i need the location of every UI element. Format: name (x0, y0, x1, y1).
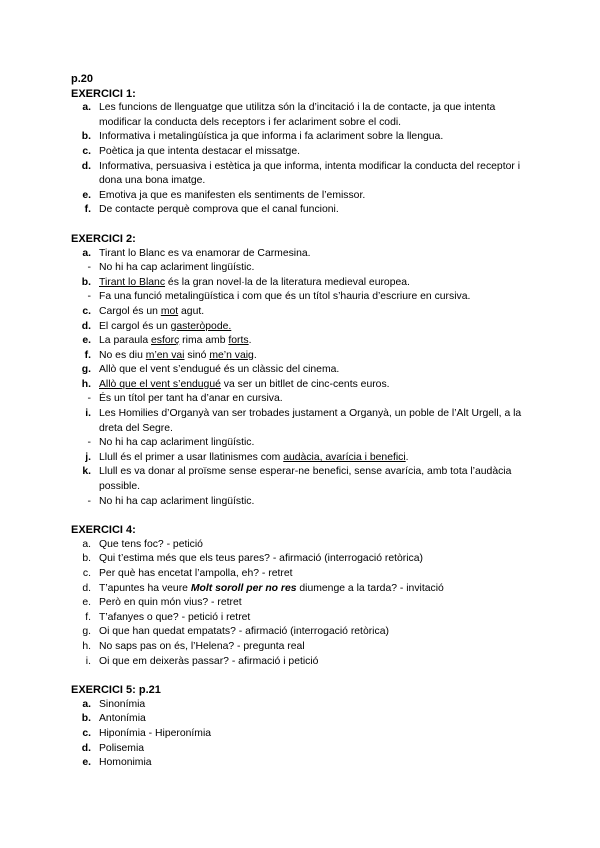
exercise-5-item-b (71, 712, 531, 727)
item-text: Polisemia (99, 742, 145, 754)
page-reference: p.20 (71, 73, 94, 85)
text-segment: . (248, 335, 252, 347)
item-marker: f. (84, 204, 91, 216)
item-text (99, 582, 531, 597)
item-marker: e. (82, 189, 91, 201)
item-text: Les funcions de llenguatge que utilitza són la d’incitació i la de contacte, ja que intenta modificar la conducta dels receptors i fer aclariment sobre el codi. (99, 102, 496, 128)
exercise-4-item-b (71, 552, 531, 567)
item-marker: b. (81, 713, 91, 725)
item-text: Tirant lo Blanc es va enamorar de Carmesina. (99, 247, 311, 259)
item-marker: c. (82, 145, 91, 157)
exercise-2-item-f (71, 349, 531, 364)
note-text: No hi ha cap aclariment lingüístic. (99, 262, 255, 274)
item-text (99, 451, 531, 466)
note-text: És un títol per tant ha d’anar en cursiva. (99, 393, 283, 405)
exercise-2-item-g (71, 363, 531, 378)
item-marker: e. (82, 335, 91, 347)
item-text: Emotiva ja que es manifesten els sentiments de l’emissor. (99, 189, 366, 201)
note-dash: - (87, 262, 91, 274)
exercise-2-note-k (71, 495, 531, 510)
section-spacer (71, 509, 531, 523)
text-segment: és la gran novel·la de la literatura medieval europea. (165, 276, 410, 288)
item-text: Oi que han quedat empatats? - afirmació (interrogació retòrica) (99, 626, 389, 638)
item-marker: c. (82, 305, 91, 317)
item-text: Poètica ja que intenta destacar el missatge. (99, 145, 301, 157)
underlined-term: mot (160, 305, 179, 317)
text-segment: T’apuntes ha veure (99, 582, 191, 594)
note-text: No hi ha cap aclariment lingüístic. (99, 495, 255, 507)
section-spacer (71, 669, 531, 683)
exercise-4-item-h (71, 640, 531, 655)
item-text (99, 378, 531, 393)
exercise-5-item-e (71, 756, 531, 771)
exercise-5-item-a (71, 698, 531, 713)
text-segment: rima amb (179, 335, 229, 347)
item-marker: d. (81, 742, 91, 754)
text-segment: Llull és el primer a usar llatinismes com (99, 451, 284, 463)
underlined-term: esforç (151, 335, 180, 347)
exercise-2-item-k (71, 465, 531, 494)
note-text: Fa una funció metalingüística i com que és un títol s’hauria d’escriure en cursiva. (99, 291, 471, 303)
exercise-2-item-c (71, 305, 531, 320)
exercise-1-title: EXERCICI 1: (71, 87, 136, 100)
note-dash: - (87, 437, 91, 449)
note-dash: - (87, 495, 91, 507)
item-text (99, 349, 531, 364)
item-marker: g. (81, 364, 91, 376)
film-title: Molt soroll per no res (190, 582, 297, 594)
document-content (71, 72, 531, 771)
exercise-4-item-e (71, 596, 531, 611)
exercise-1-item-c (71, 145, 531, 160)
exercise-1-item-f (71, 203, 531, 218)
item-marker: g. (82, 626, 91, 638)
item-text: Que tens foc? - petició (99, 538, 203, 550)
item-text: Llull es va donar al proïsme sense esperar-ne benefici, sense avarícia, amb tota l’audàcia possible. (99, 466, 512, 493)
item-text: No saps pas on és, l’Helena? - pregunta real (99, 640, 305, 652)
text-segment: sinó (184, 349, 210, 361)
exercise-1-item-a (71, 101, 531, 130)
exercise-5-item-c (71, 727, 531, 742)
exercise-2-item-i (71, 407, 531, 436)
exercise-2-item-e (71, 334, 531, 349)
exercise-4-item-g (71, 625, 531, 640)
item-text: Qui t’estima més que els teus pares? - afirmació (interrogació retòrica) (99, 553, 423, 565)
exercise-5-title: EXERCICI 5: p.21 (71, 684, 161, 697)
item-text: Sinonímia (99, 698, 146, 710)
exercise-4-title: EXERCICI 4: (71, 524, 136, 537)
item-text: Les Homilies d’Organyà van ser trobades justament a Organyà, un poble de l’Alt Urgell, a la dreta del Segre. (99, 408, 522, 434)
item-marker: b. (82, 553, 91, 565)
item-marker: f. (85, 611, 91, 623)
text-segment: El cargol és un (99, 320, 171, 332)
underlined-term: Tirant lo Blanc (99, 276, 166, 288)
underlined-term: audàcia, avarícia i benefici (283, 451, 406, 463)
item-text: Hiponímia - Hiperonímia (99, 727, 212, 739)
exercise-2-item-a (71, 247, 531, 262)
item-marker: e. (82, 757, 91, 769)
item-text (99, 305, 531, 320)
exercise-1-item-e (71, 189, 531, 204)
item-text: Informativa i metalingüística ja que informa i fa aclariment sobre la llengua. (99, 131, 444, 143)
item-text: Homonimia (99, 757, 152, 769)
item-marker: a. (82, 247, 91, 259)
item-text: Informativa, persuasiva i estètica ja que informa, intenta modificar la conducta del receptor i dona una bona imatge. (99, 160, 521, 187)
exercise-2-item-b (71, 276, 531, 291)
exercise-4-item-i (71, 655, 531, 670)
item-marker: d. (81, 160, 91, 172)
exercise-1-item-d (71, 160, 531, 189)
item-text: Antonímia (99, 713, 146, 725)
item-text: T’afanyes o que? - petició i retret (99, 611, 251, 623)
item-text: Allò que el vent s’endugué és un clàssic del cinema. (99, 364, 340, 376)
item-text: Però en quin món vius? - retret (99, 597, 242, 609)
item-marker: b. (81, 276, 91, 288)
item-marker: a. (82, 698, 91, 710)
item-marker: h. (82, 640, 91, 652)
note-dash: - (87, 393, 91, 405)
text-segment: . (405, 451, 409, 463)
exercise-4-item-d (71, 582, 531, 597)
item-text (99, 320, 531, 335)
text-segment: agut. (178, 305, 205, 317)
underlined-term: gasteròpode. (170, 320, 232, 332)
item-marker: f. (84, 349, 91, 361)
text-segment: Cargol és un (99, 305, 161, 317)
item-text: De contacte perquè comprova que el canal funcioni. (99, 204, 339, 216)
underlined-term: m’en vai (145, 349, 185, 361)
note-dash: - (87, 291, 91, 303)
exercise-2-title: EXERCICI 2: (71, 232, 136, 245)
item-marker: j. (85, 451, 91, 463)
item-marker: a. (82, 102, 91, 114)
text-segment: La paraula (99, 335, 151, 347)
item-text: Oi que em deixeràs passar? - afirmació i petició (99, 655, 319, 667)
item-marker: e. (82, 597, 91, 609)
underlined-term: forts (228, 335, 249, 347)
item-marker: c. (82, 727, 91, 739)
exercise-2-note-a (71, 261, 531, 276)
note-text: No hi ha cap aclariment lingüístic. (99, 437, 255, 449)
text-segment: diumenge a la tarda? - invitació (296, 582, 444, 594)
exercise-4-item-f (71, 611, 531, 626)
item-marker: b. (81, 131, 91, 143)
exercise-5-item-d (71, 742, 531, 757)
exercise-2-note-i (71, 436, 531, 451)
item-marker: k. (82, 466, 91, 478)
item-marker: i. (85, 655, 91, 667)
item-marker: d. (81, 320, 91, 332)
item-marker: h. (81, 378, 91, 390)
text-segment: va ser un bitllet de cinc-cents euros. (220, 378, 390, 390)
exercise-2-note-h (71, 392, 531, 407)
item-text (99, 276, 531, 291)
section-spacer (71, 218, 531, 232)
text-segment: . (253, 349, 257, 361)
item-marker: c. (82, 568, 91, 579)
item-marker: i. (85, 408, 91, 420)
exercise-2-note-b (71, 290, 531, 305)
exercise-4-item-a (71, 538, 531, 553)
exercise-2-item-h (71, 378, 531, 393)
item-text: Per què has encetat l’ampolla, eh? - retret (99, 568, 293, 579)
exercise-1-item-b (71, 130, 531, 145)
text-segment: No es diu (99, 349, 146, 361)
exercise-4-item-c (71, 567, 531, 582)
exercise-2-item-d (71, 320, 531, 335)
item-marker: d. (82, 582, 91, 594)
item-text (99, 334, 531, 349)
exercise-2-item-j (71, 451, 531, 466)
underlined-term: Allò que el vent s’endugué (99, 378, 221, 390)
underlined-term: me’n vaig (209, 349, 254, 361)
item-marker: a. (82, 538, 91, 550)
